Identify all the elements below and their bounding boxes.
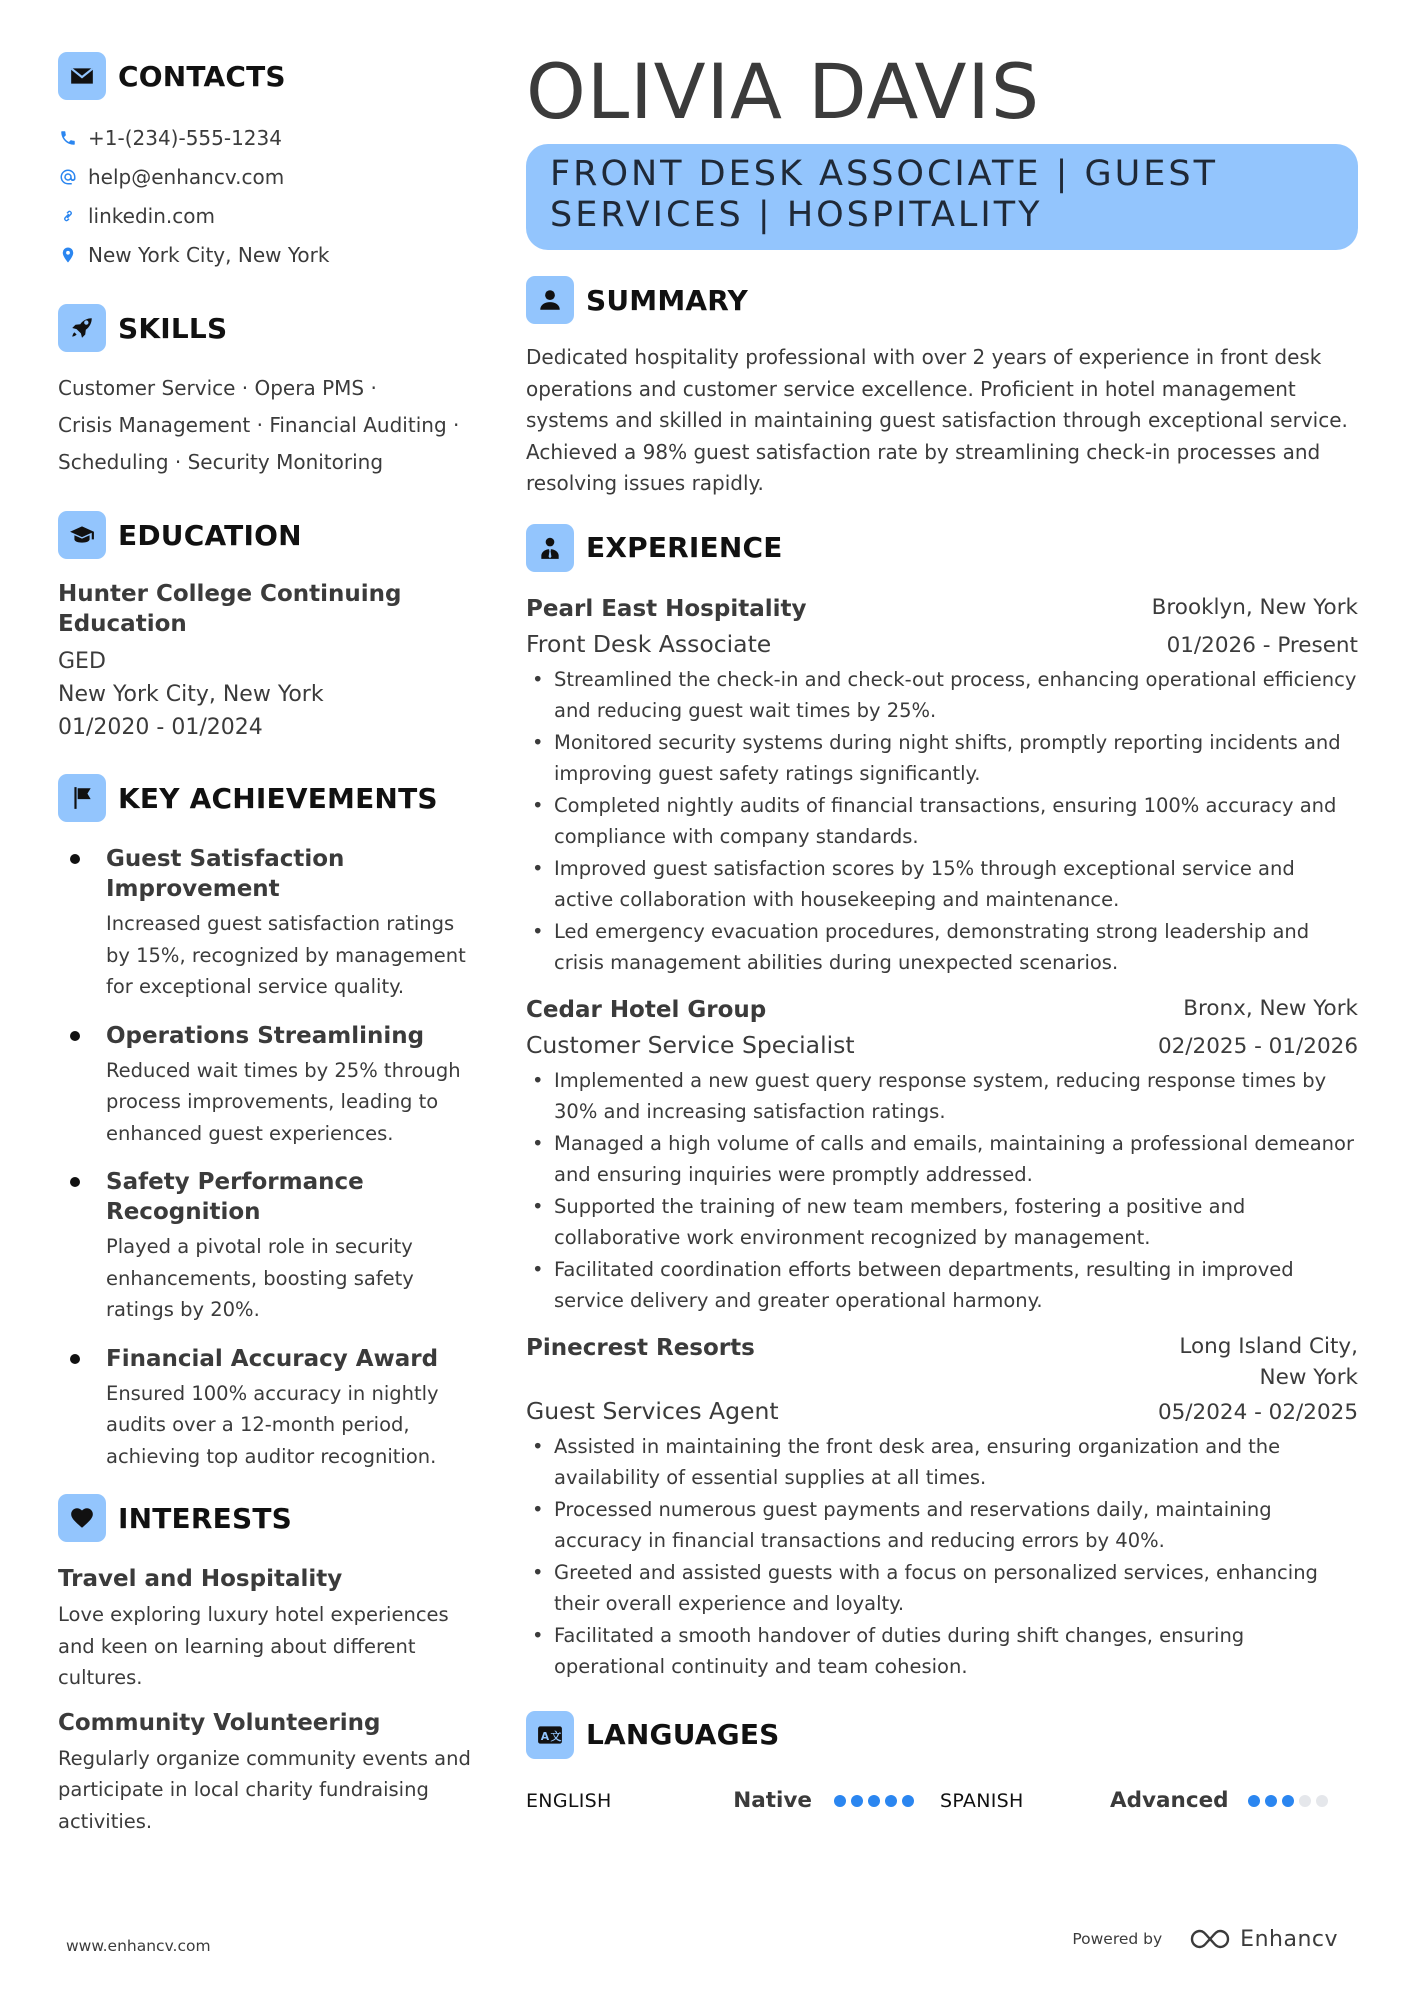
left-column xyxy=(58,52,480,1837)
experience-title: EXPERIENCE xyxy=(586,531,783,564)
bullet-dot xyxy=(70,854,80,864)
svg-text:A: A xyxy=(540,1729,550,1743)
footer-website[interactable]: www.enhancv.com xyxy=(66,1937,211,1955)
summary-title: SUMMARY xyxy=(586,283,749,317)
job-bullet: • Completed nightly audits of financial transactions, ensuring 100% accuracy and compliance with company standards. xyxy=(526,790,1358,853)
job-header xyxy=(526,993,1358,1027)
interest-item xyxy=(58,1564,480,1694)
education-header xyxy=(58,511,480,559)
achievements-header xyxy=(58,774,480,822)
job-location-line: Long Island City, xyxy=(1179,1333,1358,1359)
job-company: Pearl East Hospitality xyxy=(526,595,807,622)
contact-phone[interactable] xyxy=(58,118,480,157)
rating-dot xyxy=(902,1795,914,1807)
brand-name: Enhancv xyxy=(1240,1926,1338,1952)
language-item xyxy=(940,1788,1358,1813)
footer-branding xyxy=(1072,1926,1338,1952)
achievement-desc: Ensured 100% accuracy in nightly audits over a 12-month period, achieving top auditor recognition. xyxy=(106,1381,439,1468)
interest-title: Travel and Hospitality xyxy=(58,1566,343,1592)
rating-dot xyxy=(1316,1795,1328,1807)
job-bullet: • Implemented a new guest query response system, reducing response times by 30% and increasing satisfaction ratings. xyxy=(526,1065,1358,1128)
envelope-icon xyxy=(58,52,106,100)
achievements-section xyxy=(58,774,480,1472)
achievement-title: Safety Performance Recognition xyxy=(106,1169,364,1225)
languages-list xyxy=(526,1781,1358,1821)
contact-linkedin[interactable] xyxy=(58,196,480,235)
achievement-title: Financial Accuracy Award xyxy=(106,1345,439,1372)
rating-dot xyxy=(1265,1795,1277,1807)
education-location: New York City, New York xyxy=(58,682,324,707)
skills-list xyxy=(58,370,480,481)
summary-section xyxy=(526,276,1358,500)
job-bullet: • Assisted in maintaining the front desk area, ensuring organization and the availability of essential supplies at all times. xyxy=(526,1431,1358,1494)
job-bullet: • Led emergency evacuation procedures, demonstrating strong leadership and crisis management abilities during unexpected scenarios. xyxy=(526,916,1358,979)
language-level: Native xyxy=(733,1788,812,1813)
heart-icon xyxy=(58,1494,106,1542)
phone-icon xyxy=(58,128,78,148)
candidate-name: OLIVIA DAVIS xyxy=(526,47,1041,136)
achievements-title: KEY ACHIEVEMENTS xyxy=(118,781,438,815)
job-bullet: • Facilitated coordination efforts between departments, resulting in improved service delivery and greater operational harmony. xyxy=(526,1254,1358,1317)
job-dates: 01/2026 - Present xyxy=(1166,632,1358,658)
interest-desc: Regularly organize community events and participate in local charity fundraising activities. xyxy=(58,1746,471,1833)
link-icon xyxy=(58,206,78,226)
education-school: Hunter College Continuing Education xyxy=(58,581,402,637)
interest-desc: Love exploring luxury hotel experiences and keen on learning about different cultures. xyxy=(58,1603,449,1689)
language-item xyxy=(526,1788,940,1813)
job-bullet: • Facilitated a smooth handover of duties during shift changes, ensuring operational continuity and team cohesion. xyxy=(526,1620,1358,1683)
achievement-item xyxy=(58,844,480,1003)
skills-header xyxy=(58,304,480,352)
headline-banner xyxy=(526,144,1358,250)
rating-dot xyxy=(851,1795,863,1807)
job-location: Brooklyn, New York xyxy=(1151,594,1358,620)
interests-section xyxy=(58,1494,480,1837)
achievement-item xyxy=(58,1021,480,1150)
contact-list xyxy=(58,118,480,274)
job-bullet: • Processed numerous guest payments and reservations daily, maintaining accuracy in financial transactions and reducing errors by 40%. xyxy=(526,1494,1358,1557)
contacts-header xyxy=(58,52,480,100)
rating-dot xyxy=(1282,1795,1294,1807)
job-bullet: • Monitored security systems during night shifts, promptly reporting incidents and improving guest safety ratings significantly. xyxy=(526,727,1358,790)
job-role: Customer Service Specialist xyxy=(526,1030,855,1059)
job-entry xyxy=(526,1331,1358,1683)
job-location-line: New York xyxy=(1259,1364,1358,1390)
rating-dot xyxy=(885,1795,897,1807)
graduation-cap-icon xyxy=(58,511,106,559)
language-name: ENGLISH xyxy=(526,1789,612,1812)
achievement-desc: Reduced wait times by 25% through process improvements, leading to enhanced guest experiences. xyxy=(106,1058,461,1145)
achievement-desc: Played a pivotal role in security enhancements, boosting safety ratings by 20%. xyxy=(106,1235,414,1321)
achievement-title: Operations Streamlining xyxy=(106,1022,425,1049)
rating-dot xyxy=(1299,1795,1311,1807)
job-bullets xyxy=(526,1431,1358,1683)
job-entry xyxy=(526,592,1358,979)
job-header xyxy=(526,1331,1358,1393)
briefcase-user-icon xyxy=(526,524,574,572)
interest-title: Community Volunteering xyxy=(58,1709,381,1736)
education-title: EDUCATION xyxy=(118,518,302,552)
education-dates: 01/2020 - 01/2024 xyxy=(58,715,263,740)
job-bullet: • Greeted and assisted guests with a focus on personalized services, enhancing their overall experience and loyalty. xyxy=(526,1557,1358,1620)
language-rating xyxy=(834,1795,914,1807)
phone-text: +1-(234)-555-1234 xyxy=(88,125,282,150)
skills-line: Scheduling · Security Monitoring xyxy=(58,450,384,474)
achievement-item xyxy=(58,1344,480,1473)
bullet-dot xyxy=(70,1177,80,1187)
achievements-list xyxy=(58,844,480,1472)
skills-title: SKILLS xyxy=(118,311,228,345)
headline-line: SERVICES | HOSPITALITY xyxy=(550,195,1043,235)
skills-line: Crisis Management · Financial Auditing · xyxy=(58,413,460,437)
contacts-section xyxy=(58,52,480,274)
achievement-desc: Increased guest satisfaction ratings by 15%, recognized by management for exceptional service quality. xyxy=(106,912,466,998)
achievement-item xyxy=(58,1167,480,1326)
job-company: Cedar Hotel Group xyxy=(526,996,767,1023)
language-name: SPANISH xyxy=(940,1789,1024,1812)
job-subheader xyxy=(526,1027,1358,1065)
rating-dot xyxy=(868,1795,880,1807)
enhancv-logo-icon xyxy=(1188,1926,1232,1952)
job-company: Pinecrest Resorts xyxy=(526,1334,755,1361)
job-bullet: • Managed a high volume of calls and emails, maintaining a professional demeanor and ensuring inquiries were promptly addressed. xyxy=(526,1128,1358,1191)
powered-by-text: Powered by xyxy=(1072,1930,1163,1948)
language-level: Advanced xyxy=(1110,1788,1229,1813)
skills-section xyxy=(58,304,480,481)
map-pin-icon xyxy=(58,245,78,265)
job-role: Front Desk Associate xyxy=(526,629,772,658)
headline-line: FRONT DESK ASSOCIATE | GUEST xyxy=(550,154,1218,194)
summary-text: Dedicated hospitality professional with over 2 years of experience in front desk operations and customer service excellence. Proficient in hotel management systems and skilled in maintaining guest satisfaction through exceptional service. Achieved a 98% guest satisfaction rate by streamlining check-in processes and resolving issues rapidly. xyxy=(526,345,1348,495)
svg-text:文: 文 xyxy=(550,1729,562,1743)
achievement-title: Guest Satisfaction Improvement xyxy=(106,846,345,902)
languages-header xyxy=(526,1711,1358,1759)
languages-title: LANGUAGES xyxy=(586,1718,780,1751)
interests-header xyxy=(58,1494,480,1542)
bullet-dot xyxy=(70,1031,80,1041)
contact-location xyxy=(58,235,480,274)
education-degree: GED xyxy=(58,649,106,674)
job-location: Bronx, New York xyxy=(1183,995,1358,1021)
summary-header xyxy=(526,276,1358,324)
job-dates: 02/2025 - 01/2026 xyxy=(1157,1033,1358,1059)
right-column xyxy=(526,47,1358,1821)
interest-item xyxy=(58,1708,480,1838)
bullet-dot xyxy=(70,1354,80,1364)
job-bullet: • Supported the training of new team members, fostering a positive and collaborative work environment recognized by management. xyxy=(526,1191,1358,1254)
at-icon xyxy=(58,167,78,187)
flag-icon xyxy=(58,774,106,822)
job-location xyxy=(1179,1331,1358,1393)
job-subheader xyxy=(526,626,1358,664)
languages-section xyxy=(526,1711,1358,1821)
experience-section xyxy=(526,524,1358,1683)
interests-title: INTERESTS xyxy=(118,1501,292,1535)
job-entry xyxy=(526,993,1358,1317)
job-dates: 05/2024 - 02/2025 xyxy=(1157,1399,1358,1425)
contacts-title: CONTACTS xyxy=(118,59,286,93)
job-bullets xyxy=(526,664,1358,979)
email-text: help@enhancv.com xyxy=(88,164,285,189)
contact-email[interactable] xyxy=(58,157,480,196)
job-bullet: • Streamlined the check-in and check-out process, enhancing operational efficiency and reducing guest wait times by 25%. xyxy=(526,664,1358,727)
linkedin-text: linkedin.com xyxy=(88,203,215,228)
user-icon xyxy=(526,276,574,324)
rating-dot xyxy=(1248,1795,1260,1807)
education-section xyxy=(58,511,480,744)
location-text: New York City, New York xyxy=(88,242,330,267)
skills-line: Customer Service · Opera PMS · xyxy=(58,376,377,400)
language-rating xyxy=(1248,1795,1328,1807)
job-bullet: • Improved guest satisfaction scores by 15% through exceptional service and active collaboration with housekeeping and maintenance. xyxy=(526,853,1358,916)
rocket-icon xyxy=(58,304,106,352)
enhancv-logo[interactable] xyxy=(1188,1926,1338,1952)
rating-dot xyxy=(834,1795,846,1807)
language-icon xyxy=(526,1711,574,1759)
job-subheader xyxy=(526,1393,1358,1431)
experience-header xyxy=(526,524,1358,572)
job-bullets xyxy=(526,1065,1358,1317)
job-role: Guest Services Agent xyxy=(526,1396,779,1425)
job-header xyxy=(526,592,1358,626)
